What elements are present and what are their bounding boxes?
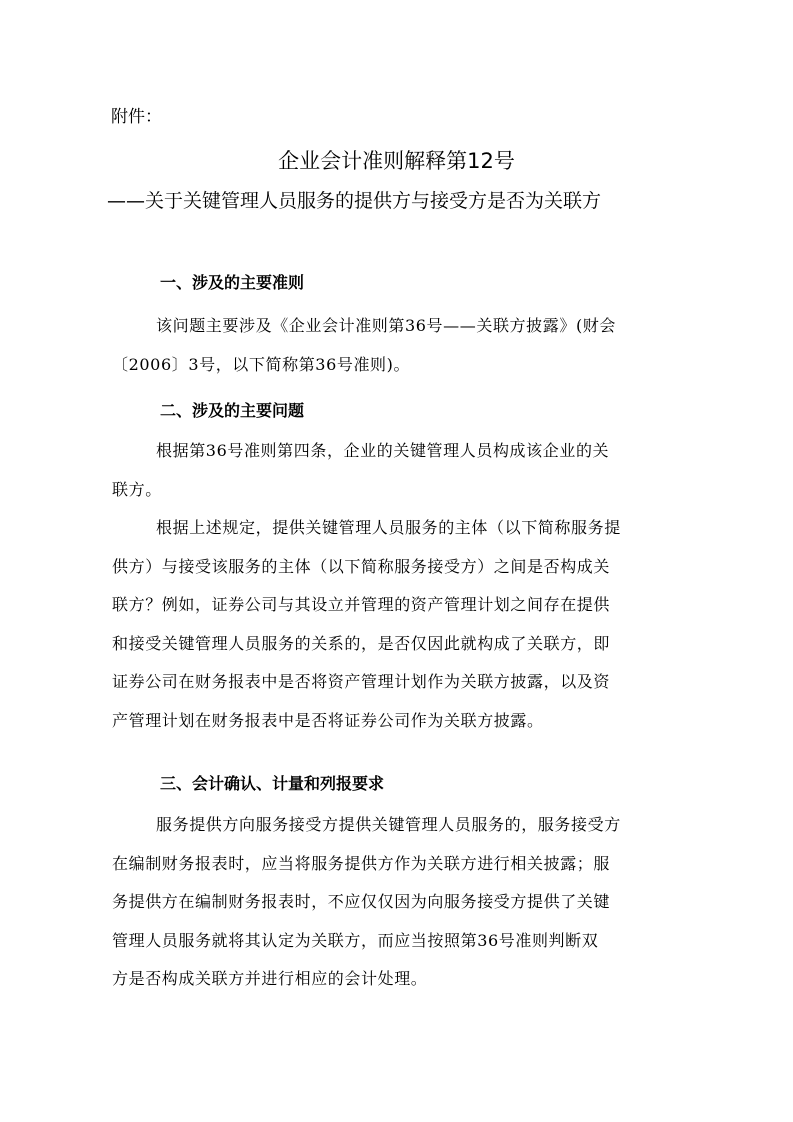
- document-subtitle: ——关于关键管理人员服务的提供方与接受方是否为关联方: [107, 190, 602, 212]
- paragraph-line: 〔2006〕3号，以下简称第36号准则)。: [112, 354, 411, 374]
- section-heading-1: 一、涉及的主要准则: [160, 273, 305, 292]
- section-heading-2: 二、涉及的主要问题: [160, 401, 305, 420]
- section-1-paragraph-1: [112, 307, 674, 384]
- paragraph-line: 联方。: [112, 479, 162, 499]
- paragraph-line: 产管理计划在财务报表中是否将证券公司作为关联方披露。: [112, 710, 544, 730]
- section-2-paragraph-1: [112, 432, 674, 509]
- section-2-paragraph-2: [112, 509, 674, 740]
- paragraph-line: 服务提供方向服务接受方提供关键管理人员服务的，服务接受方: [156, 815, 621, 834]
- paragraph-line: 根据上述规定，提供关键管理人员服务的主体（以下简称服务提: [156, 518, 621, 537]
- paragraph-line: 证券公司在财务报表中是否将资产管理计划作为关联方披露，以及资: [112, 672, 611, 691]
- attachment-label: 附件：: [111, 107, 162, 127]
- section-heading-3: 三、会计确认、计量和列报要求: [160, 774, 385, 793]
- paragraph-line: 供方）与接受该服务的主体（以下简称服务接受方）之间是否构成关: [112, 556, 611, 576]
- paragraph-line: 务提供方在编制财务报表时，不应仅仅因为向服务接受方提供了关键: [112, 892, 611, 911]
- paragraph-line: 管理人员服务就将其认定为关联方，而应当按照第36号准则判断双: [112, 930, 599, 950]
- paragraph-line: 该问题主要涉及《企业会计准则第36号——关联方披露》(财会: [156, 316, 617, 335]
- paragraph-line: 根据第36号准则第四条，企业的关键管理人员构成该企业的关: [156, 441, 610, 460]
- paragraph-line: 和接受关键管理人员服务的关系的，是否仅因此就构成了关联方，即: [112, 633, 611, 653]
- document-title: 企业会计准则解释第12号: [278, 149, 515, 173]
- paragraph-line: 联方？例如，证券公司与其设立并管理的资产管理计划之间存在提供: [112, 595, 611, 614]
- paragraph-line: 方是否构成关联方并进行相应的会计处理。: [112, 969, 428, 988]
- paragraph-line: 在编制财务报表时，应当将服务提供方作为关联方进行相关披露；服: [112, 853, 611, 873]
- section-3-paragraph-1: [112, 806, 674, 999]
